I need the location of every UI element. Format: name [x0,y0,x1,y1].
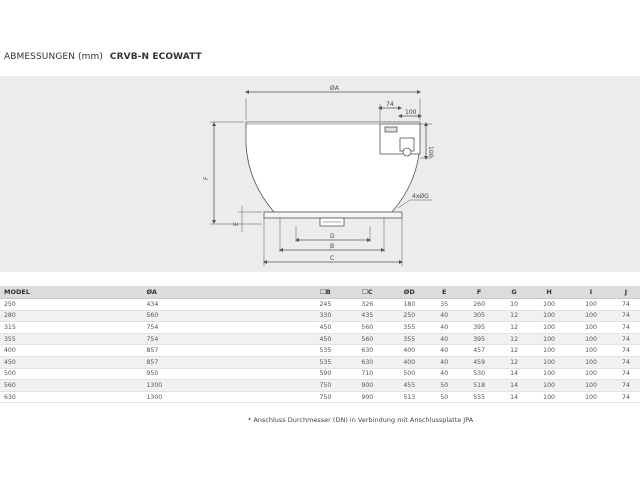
table-cell: 857 [106,356,304,368]
table-cell: 250 [388,310,430,322]
technical-drawing [0,76,640,272]
model-name: CRVB-N ECOWATT [109,52,202,62]
table-cell: 74 [612,356,640,368]
table-cell: 355 [0,333,106,345]
table-cell: 518 [458,380,500,392]
table-cell: 513 [388,391,430,403]
col-header-model: MODEL [0,286,106,299]
dim-label-i: 100 [427,146,434,158]
table-cell: 395 [458,333,500,345]
table-cell: 100 [570,368,612,380]
title-label: ABMESSUNGEN (mm) [4,52,103,62]
dim-label-c: C [330,255,335,262]
table-cell: 400 [0,345,106,357]
table-row [0,380,640,392]
table-cell: 900 [346,391,388,403]
table-cell: 535 [304,356,346,368]
table-cell: 40 [430,322,458,334]
table-cell: 100 [528,333,570,345]
table-row [0,322,640,334]
table-cell: 12 [500,322,528,334]
table-cell: 560 [0,380,106,392]
table-cell: 74 [612,333,640,345]
dim-label-d: D [330,233,335,240]
table-cell: 74 [612,310,640,322]
table-cell: 400 [388,356,430,368]
table-cell: 12 [500,333,528,345]
table-cell: 12 [500,310,528,322]
table-cell: 560 [346,333,388,345]
table-cell: 450 [304,333,346,345]
table-cell: 260 [458,299,500,311]
table-cell: 500 [388,368,430,380]
dim-label-e: E [233,222,240,226]
col-header-h: H [528,286,570,299]
dim-label-h: 100 [405,109,417,116]
table-cell: 459 [458,356,500,368]
table-cell: 50 [430,391,458,403]
table-cell: 100 [528,345,570,357]
table-cell: 100 [570,333,612,345]
table-cell: 435 [346,310,388,322]
table-cell: 560 [346,322,388,334]
table-cell: 100 [570,310,612,322]
table-row [0,368,640,380]
page-title [4,52,202,62]
table-cell: 74 [612,299,640,311]
col-header-b: ☐B [304,286,346,299]
table-cell: 530 [458,368,500,380]
table-cell: 857 [106,345,304,357]
table-cell: 74 [612,391,640,403]
table-cell: 630 [346,345,388,357]
table-cell: 40 [430,345,458,357]
dim-label-j: 74 [386,101,394,108]
table-cell: 750 [304,391,346,403]
col-header-j: J [612,286,640,299]
dim-label-a: ØA [330,85,339,92]
table-cell: 535 [304,345,346,357]
table-cell: 315 [0,322,106,334]
table-cell: 14 [500,391,528,403]
table-cell: 100 [528,391,570,403]
table-cell: 457 [458,345,500,357]
table-cell: 245 [304,299,346,311]
table-cell: 326 [346,299,388,311]
table-cell: 74 [612,380,640,392]
table-cell: 395 [458,322,500,334]
col-header-i: I [570,286,612,299]
col-header-c: ☐C [346,286,388,299]
table-cell: 710 [346,368,388,380]
table-cell: 630 [346,356,388,368]
table-cell: 100 [570,356,612,368]
table-cell: 40 [430,368,458,380]
dim-label-b: B [330,243,335,250]
table-cell: 1300 [106,391,304,403]
table-cell: 400 [388,345,430,357]
dimensions-table [0,286,640,403]
table-cell: 630 [0,391,106,403]
table-cell: 754 [106,322,304,334]
table-cell: 100 [570,299,612,311]
table-cell: 40 [430,333,458,345]
table-cell: 100 [528,299,570,311]
table-cell: 280 [0,310,106,322]
technical-drawing-panel [0,76,640,272]
table-cell: 40 [430,310,458,322]
table-cell: 74 [612,345,640,357]
table-cell: 560 [106,310,304,322]
table-cell: 100 [528,310,570,322]
col-header-d: ØD [388,286,430,299]
table-cell: 500 [0,368,106,380]
table-row [0,299,640,311]
table-cell: 100 [570,391,612,403]
table-cell: 305 [458,310,500,322]
base-plate [264,212,402,218]
table-cell: 455 [388,380,430,392]
table-cell: 50 [430,380,458,392]
table-body [0,299,640,403]
table-cell: 100 [528,380,570,392]
table-cell: 950 [106,368,304,380]
col-header-a: ØA [106,286,304,299]
dim-label-f: F [203,176,210,180]
table-cell: 355 [388,333,430,345]
col-header-e: E [430,286,458,299]
table-cell: 434 [106,299,304,311]
table-cell: 12 [500,345,528,357]
table-cell: 330 [304,310,346,322]
table-cell: 1300 [106,380,304,392]
table-cell: 100 [528,322,570,334]
table-cell: 100 [570,380,612,392]
table-header-row [0,286,640,299]
table-cell: 250 [0,299,106,311]
table-row [0,345,640,357]
table-cell: 35 [430,299,458,311]
table-cell: 100 [528,356,570,368]
table-cell: 555 [458,391,500,403]
table-cell: 355 [388,322,430,334]
col-header-f: F [458,286,500,299]
table-cell: 74 [612,322,640,334]
table-row [0,391,640,403]
table-cell: 100 [570,322,612,334]
table-cell: 750 [304,380,346,392]
table-row [0,310,640,322]
table-cell: 14 [500,380,528,392]
table-cell: 12 [500,356,528,368]
table-row [0,333,640,345]
table-cell: 450 [0,356,106,368]
table-cell: 14 [500,368,528,380]
table-cell: 590 [304,368,346,380]
table-cell: 754 [106,333,304,345]
table-cell: 10 [500,299,528,311]
table-cell: 74 [612,368,640,380]
table-row [0,356,640,368]
table-cell: 100 [528,368,570,380]
table-cell: 900 [346,380,388,392]
footnote: * Anschluss Durchmesser (DN) in Verbindung mit Anschlussplatte JPA [248,416,474,424]
table-cell: 450 [304,322,346,334]
table-cell: 100 [570,345,612,357]
col-header-g: G [500,286,528,299]
table-cell: 180 [388,299,430,311]
dim-label-g: 4xØG [412,193,429,200]
table-cell: 40 [430,356,458,368]
